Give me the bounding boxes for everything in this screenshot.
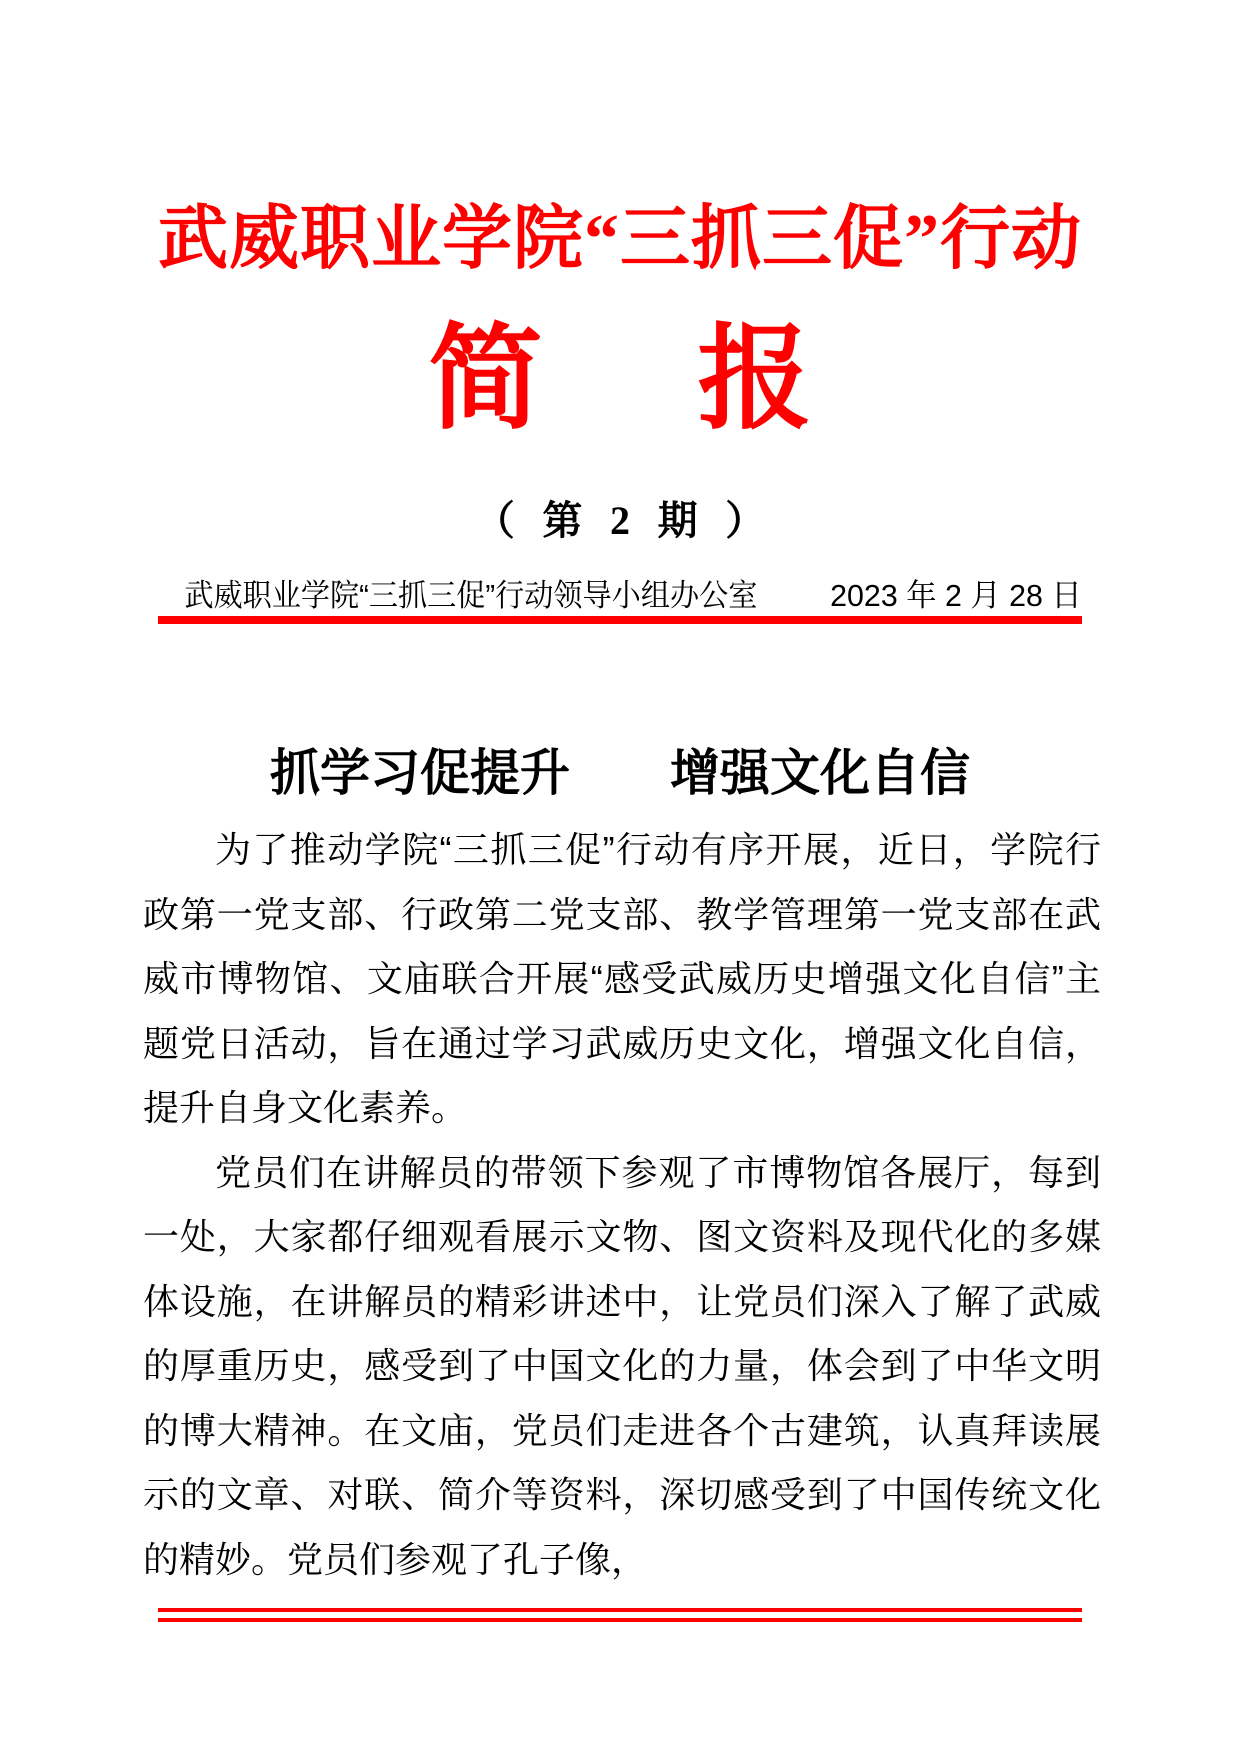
masthead-info-row <box>158 572 1082 616</box>
issue-number: （ 第 2 期 ） <box>474 498 774 543</box>
issuing-office: 武威职业学院“三抓三促”行动领导小组办公室 <box>184 578 758 613</box>
footer-double-rule <box>158 1608 1082 1622</box>
masthead-title-line2: 简 报 <box>428 316 833 443</box>
masthead-title-line1: 武威职业学院“三抓三促”行动 <box>158 201 1082 278</box>
article-paragraph-2: 党员们在讲解员的带领下参观了市博物馆各展厅，每到一处，大家都仔细观看展示文物、图文资料及现代化的多媒体设施，在讲解员的精彩讲述中，让党员们深入了解了武威的厚重历史，感受到了中国文化的力量，体会到了中华文明的博大精神。在文庙，党员们走进各个古建筑，认真拜读展示的文章、对联、简介等资料，深切感受到了中国传统文化的精妙。党员们参观了孔子像， <box>143 1151 1101 1580</box>
article-paragraph-1: 为了推动学院“三抓三促”行动有序开展，近日，学院行政第一党支部、行政第二党支部、教学管理第一党支部在武威市博物馆、文庙联合开展“感受武威历史增强文化自信”主题党日活动，旨在通过学习武威历史文化，增强文化自信，提升自身文化素养。 <box>143 829 1101 1128</box>
article-body <box>143 818 1101 1592</box>
article-heading: 抓学习促提升 增强文化自信 <box>270 745 970 801</box>
masthead-divider-rule <box>158 616 1082 624</box>
issue-date: 2023 年 2 月 28 日 <box>830 578 1082 613</box>
